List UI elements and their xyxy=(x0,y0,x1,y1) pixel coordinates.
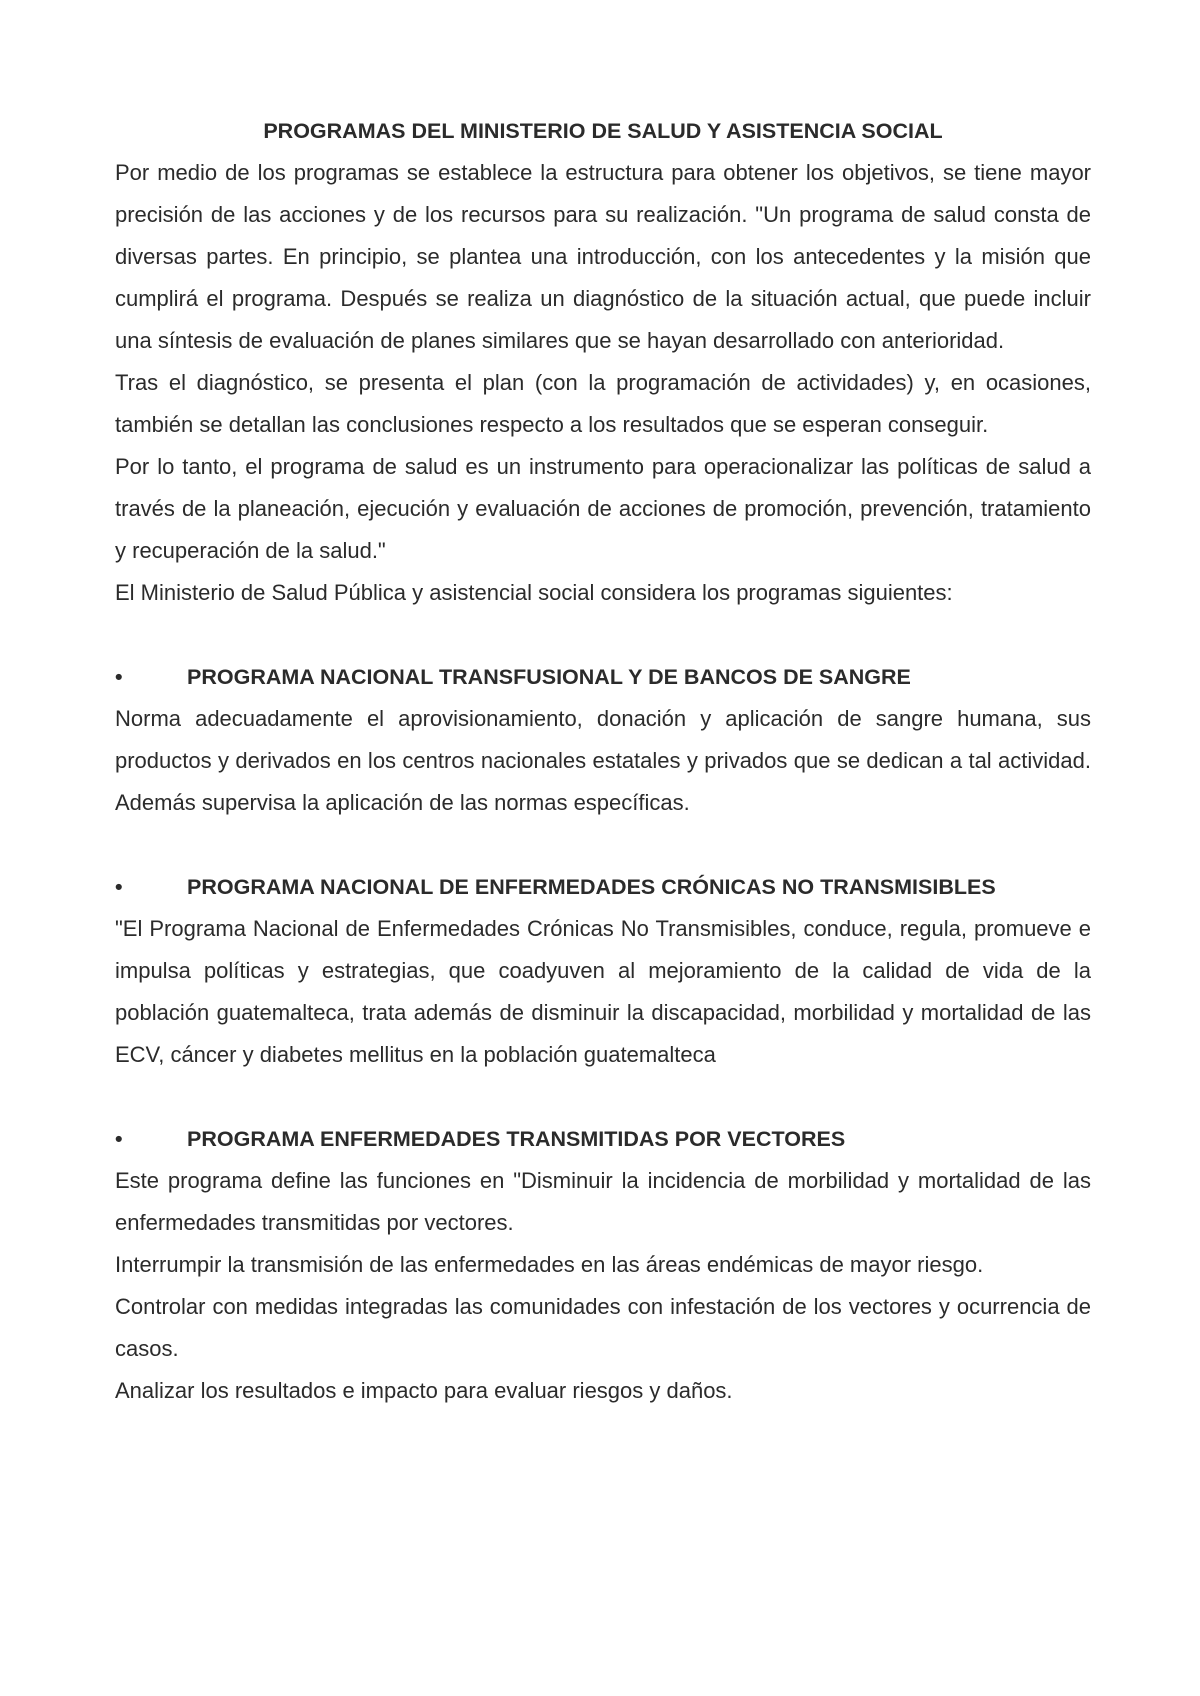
spacer xyxy=(115,824,1091,866)
section-paragraph: "El Programa Nacional de Enfermedades Crónicas No Transmisibles, conduce, regula, promueve e impulsa políticas y estrategias, que coadyuven al mejoramiento de la calidad de vida de la población guatemalteca, trata además de disminuir la discapacidad, morbilidad y mortalidad de las ECV, cáncer y diabetes mellitus en la población guatemalteca xyxy=(115,916,1091,1067)
bullet-icon: • xyxy=(115,875,123,899)
intro-paragraph: Por medio de los programas se establece la estructura para obtener los objetivos, se tiene mayor precisión de las acciones y de los recursos para su realización. "Un programa de salud consta de diversas partes. En principio, se plantea una introducción, con los antecedentes y la misión que cumplirá el programa. Después se realiza un diagnóstico de la situación actual, que puede incluir una síntesis de evaluación de planes similares que se hayan desarrollado con anterioridad. xyxy=(115,160,1091,353)
spacer xyxy=(115,1076,1091,1118)
section-paragraph: Norma adecuadamente el aprovisionamiento, donación y aplicación de sangre humana, sus productos y derivados en los centros nacionales estatales y privados que se dedican a tal actividad. Además supervisa la aplicación de las normas específicas. xyxy=(115,706,1091,815)
section-paragraph: Interrumpir la transmisión de las enfermedades en las áreas endémicas de mayor riesgo. xyxy=(115,1252,984,1277)
document-body xyxy=(115,110,1091,1412)
section-heading xyxy=(115,866,1091,908)
bullet-icon: • xyxy=(115,1127,123,1151)
intro-paragraph: El Ministerio de Salud Pública y asistencial social considera los programas siguientes: xyxy=(115,580,953,605)
section-heading-text: PROGRAMA ENFERMEDADES TRANSMITIDAS POR VECTORES xyxy=(187,1127,846,1151)
intro-paragraph: Tras el diagnóstico, se presenta el plan (con la programación de actividades) y, en ocasiones, también se detallan las conclusiones respecto a los resultados que se esperan conseguir. xyxy=(115,370,1091,437)
intro-paragraph: Por lo tanto, el programa de salud es un instrumento para operacionalizar las políticas de salud a través de la planeación, ejecución y evaluación de acciones de promoción, prevención, tratamiento y recuperación de la salud." xyxy=(115,454,1091,563)
spacer xyxy=(115,614,1091,656)
page-title: PROGRAMAS DEL MINISTERIO DE SALUD Y ASISTENCIA SOCIAL xyxy=(263,119,943,143)
section-heading-text: PROGRAMA NACIONAL TRANSFUSIONAL Y DE BANCOS DE SANGRE xyxy=(187,665,911,689)
section-heading xyxy=(115,656,1091,698)
section-paragraph: Analizar los resultados e impacto para evaluar riesgos y daños. xyxy=(115,1378,733,1403)
section-heading-text: PROGRAMA NACIONAL DE ENFERMEDADES CRÓNICAS NO TRANSMISIBLES xyxy=(187,875,996,899)
section-paragraph: Controlar con medidas integradas las comunidades con infestación de los vectores y ocurrencia de casos. xyxy=(115,1294,1091,1361)
section-heading xyxy=(115,1118,1091,1160)
bullet-icon: • xyxy=(115,665,123,689)
section-paragraph: Este programa define las funciones en "Disminuir la incidencia de morbilidad y mortalidad de las enfermedades transmitidas por vectores. xyxy=(115,1168,1091,1235)
